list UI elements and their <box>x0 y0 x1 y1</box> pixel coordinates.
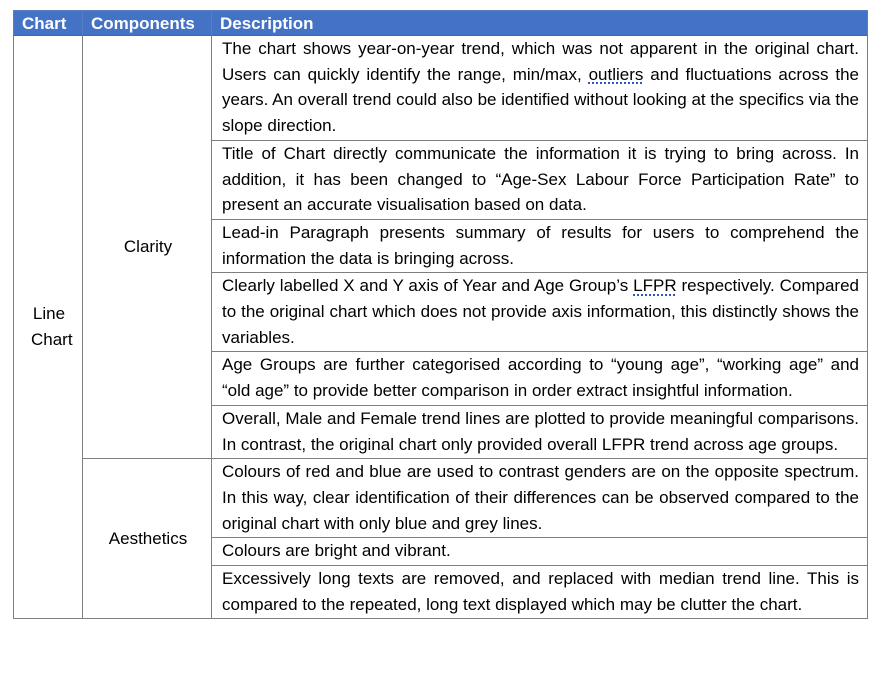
description-cell <box>212 140 868 219</box>
spellcheck-word[interactable]: LFPR <box>633 276 677 296</box>
description-cell <box>212 273 868 352</box>
evaluation-table <box>13 10 874 619</box>
description-text: Excessively long texts are removed, and replaced with median trend line. This is compared to the repeated, long text displayed which may be clutter the chart. <box>222 569 859 614</box>
header-chart: Chart <box>14 11 83 36</box>
description-cell <box>212 352 868 405</box>
description-cell <box>212 219 868 272</box>
chart-type-label: Line Chart <box>31 304 73 349</box>
header-description: Description <box>212 11 868 36</box>
chart-type-cell <box>14 36 83 619</box>
component-cell-aesthetics <box>83 459 212 619</box>
description-text: respectively. Compared to the original chart which does not provide axis information, this distinctly shows the variables. <box>222 276 859 347</box>
description-text: Title of Chart directly communicate the information it is trying to bring across. In addition, it has been changed to “Age-Sex Labour Force Participation Rate” to present an accurate visualisation based on data. <box>222 143 859 215</box>
description-cell <box>212 566 868 619</box>
table-row <box>14 459 868 538</box>
description-text: Lead-in Paragraph presents summary of results for users to comprehend the information the data is bringing across. <box>222 222 859 268</box>
description-text: and fluctuations across the years. An overall trend could also be identified without looking at the specifics via the slope direction. <box>222 64 859 136</box>
description-text: Age Groups are further categorised according to “young age”, “working age” and “old age” to provide better comparison in order extract insightful information. <box>222 355 859 401</box>
description-text: Colours are bright and vibrant. <box>222 541 451 561</box>
component-label-clarity: Clarity <box>123 236 173 256</box>
description-text: Colours of red and blue are used to contrast genders are on the opposite spectrum. In this way, clear identification of their differences can be observed compared to the original chart with only blue and grey lines. <box>222 462 859 533</box>
table-row <box>14 36 868 141</box>
description-text: Clearly labelled X and Y axis of Year and Age Group’s <box>222 276 634 296</box>
spellcheck-word[interactable]: outliers <box>588 64 644 84</box>
description-text: The chart shows year-on-year trend, which was not apparent in the original chart. Users can quickly identify the range, min/max, <box>222 39 859 84</box>
component-cell-clarity <box>83 36 212 459</box>
description-text: Overall, Male and Female trend lines are plotted to provide meaningful comparisons. In contrast, the original chart only provided overall LFPR trend across age groups. <box>222 408 874 454</box>
description-cell <box>212 538 868 566</box>
description-cell <box>212 459 868 538</box>
component-label-aesthetics: Aesthetics <box>108 528 188 548</box>
header-components: Components <box>83 11 212 36</box>
header-row <box>14 11 868 36</box>
description-cell <box>212 405 874 458</box>
description-cell <box>212 36 868 141</box>
